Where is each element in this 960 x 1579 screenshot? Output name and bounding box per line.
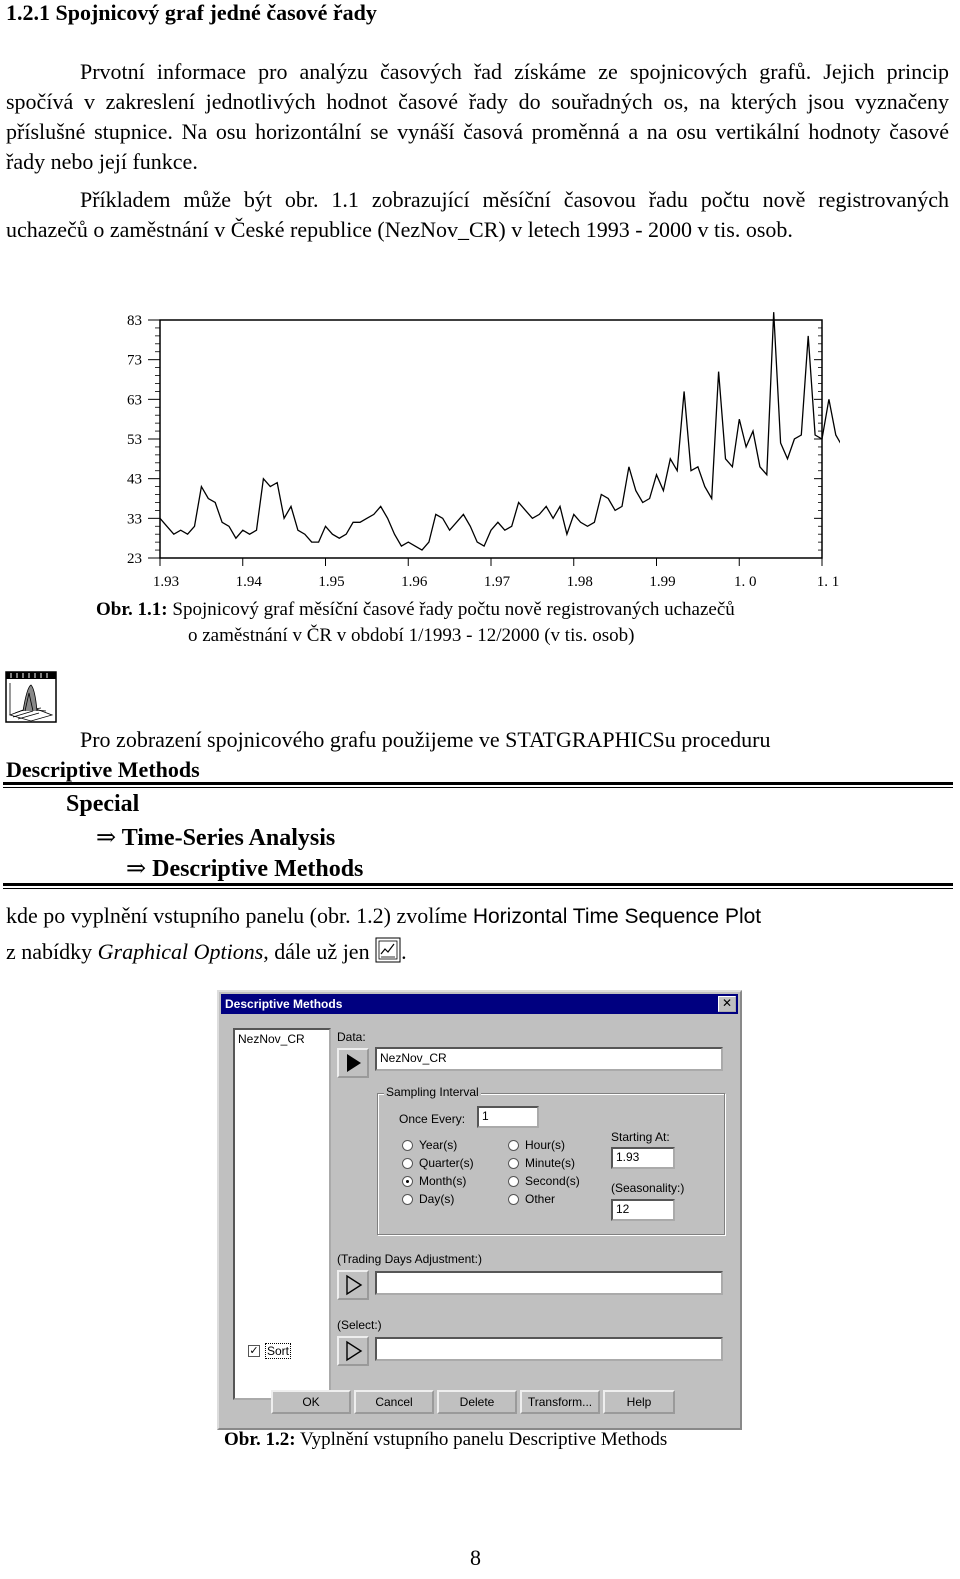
options-paragraph — [6, 898, 949, 969]
figure2-caption-text: Vyplnění vstupního panelu Descriptive Methods — [295, 1429, 668, 1450]
menu-box-bottom-rule — [3, 883, 953, 889]
seasonality-field[interactable]: 12 — [611, 1199, 675, 1221]
options-text-e: , dále už jen — [263, 939, 376, 964]
radio-minutes-label: Minute(s) — [525, 1156, 576, 1170]
close-icon[interactable]: ✕ — [718, 996, 736, 1012]
descriptive-methods-dialog — [217, 990, 742, 1430]
radio-other[interactable] — [508, 1194, 519, 1205]
play-arrow-icon — [339, 1050, 367, 1076]
cancel-button[interactable]: Cancel — [354, 1390, 434, 1414]
radio-days[interactable] — [402, 1194, 413, 1205]
data-field[interactable]: NezNov_CR — [375, 1047, 723, 1071]
trading-days-field[interactable] — [375, 1271, 723, 1295]
select-arrow-button[interactable] — [337, 1336, 369, 1366]
series-line — [160, 312, 840, 550]
menu-descriptive-label: Descriptive Methods — [152, 856, 364, 882]
menu-box-top-rule — [3, 782, 953, 788]
y-tick-label: 43 — [127, 471, 142, 488]
options-graphical: Graphical Options — [97, 939, 264, 964]
select-field[interactable] — [375, 1337, 723, 1361]
procedure-paragraph — [6, 725, 949, 785]
sort-label: Sort — [267, 1344, 290, 1358]
options-text-c: z nabídky — [6, 939, 98, 964]
intro-paragraph — [6, 57, 949, 177]
radio-years-label: Year(s) — [419, 1138, 458, 1152]
trading-days-label: (Trading Days Adjustment:) — [337, 1252, 482, 1266]
menu-special: Special — [66, 791, 140, 817]
radio-quarters[interactable] — [402, 1158, 413, 1169]
data-label: Data: — [337, 1030, 366, 1044]
radio-seconds-label: Second(s) — [525, 1174, 580, 1188]
radio-other-label: Other — [525, 1192, 556, 1206]
x-tick-label: 1.93 — [152, 574, 180, 590]
figure1-caption — [96, 597, 876, 623]
page-number: 8 — [470, 1545, 481, 1570]
select-label: (Select:) — [337, 1318, 382, 1332]
y-tick-label: 73 — [127, 352, 142, 369]
data-arrow-button[interactable] — [337, 1048, 369, 1078]
procedure-text: Pro zobrazení spojnicového grafu použijeme ve STATGRAPHICSu proceduru — [80, 727, 771, 752]
menu-descriptive — [126, 854, 363, 883]
figure2-caption-label: Obr. 1.2: — [224, 1429, 296, 1450]
sort-checkbox[interactable]: ✓ — [249, 1345, 259, 1357]
once-every-field[interactable]: 1 — [477, 1106, 539, 1128]
seasonality-label: (Seasonality:) — [611, 1181, 685, 1195]
figure2-caption — [224, 1427, 667, 1453]
x-tick-label: 1.99 — [649, 574, 676, 590]
procedure-name: Descriptive Methods — [6, 757, 200, 782]
options-plot-name: Horizontal Time Sequence Plot — [472, 905, 762, 928]
section-heading: 1.2.1 Spojnicový graf jedné časové řady — [6, 0, 377, 25]
statgraphics-3d-plot-icon — [5, 671, 57, 723]
y-tick-label: 83 — [127, 313, 142, 329]
graph-options-icon — [375, 937, 401, 963]
arrow-icon: ⇒ — [126, 856, 147, 882]
x-tick-label: 1.97 — [483, 574, 511, 590]
menu-time-series — [96, 823, 335, 852]
radio-hours[interactable] — [508, 1140, 519, 1151]
x-tick-label: 1.98 — [566, 574, 593, 590]
menu-time-series-label: Time-Series Analysis — [121, 825, 336, 851]
sampling-interval-label: Sampling Interval — [386, 1085, 479, 1099]
radio-minutes[interactable] — [508, 1158, 519, 1169]
dialog-title: Descriptive Methods — [221, 994, 738, 1014]
trading-days-arrow-button[interactable] — [337, 1270, 369, 1300]
x-tick-label: 1. 1 — [816, 574, 840, 590]
x-tick-label: 1.95 — [318, 574, 345, 590]
figure1-caption-line2: o zaměstnání v ČR v období 1/1993 - 12/2000 (v tis. osob) — [188, 625, 635, 646]
transform-button[interactable]: Transform... — [520, 1390, 600, 1414]
ok-button[interactable]: OK — [271, 1390, 351, 1414]
y-tick-label: 33 — [127, 511, 142, 528]
intro-text: Prvotní informace pro analýzu časových řad získáme ze spojnicových grafů. Jejich princip spočívá v zakreslení jednotlivých hodnot časové řady do souřadných os, na kterých jsou vyznačeny příslušné stupnice. Na osu horizontální se vynáší časová proměnná a na osu vertikální hodnoty časové řady nebo její funkce. — [6, 59, 949, 174]
options-text-f: . — [401, 939, 407, 964]
starting-at-label: Starting At: — [611, 1130, 670, 1144]
x-tick-label: 1. 0 — [734, 574, 757, 590]
radio-years[interactable] — [402, 1140, 413, 1151]
time-series-chart — [120, 310, 840, 595]
delete-button[interactable]: Delete — [437, 1390, 517, 1414]
variable-list-item[interactable]: NezNov_CR — [238, 1032, 305, 1046]
radio-days-label: Day(s) — [419, 1192, 455, 1206]
x-tick-label: 1.94 — [235, 574, 262, 590]
once-every-label: Once Every: — [399, 1112, 466, 1126]
y-tick-label: 63 — [127, 392, 142, 409]
play-arrow-outline-icon — [339, 1272, 367, 1298]
example-paragraph — [6, 185, 949, 245]
example-text: Příkladem může být obr. 1.1 zobrazující měsíční časovou řadu počtu nově registrovaných uchazečů o zaměstnání v České republice (NezNov_CR) v letech 1993 - 2000 v tis. osob. — [6, 187, 949, 242]
radio-quarters-label: Quarter(s) — [419, 1156, 474, 1170]
help-button[interactable]: Help — [603, 1390, 675, 1414]
figure1-caption-label: Obr. 1.1: — [96, 599, 168, 620]
y-tick-label: 53 — [127, 432, 142, 448]
starting-at-field[interactable]: 1.93 — [611, 1147, 675, 1169]
arrow-icon: ⇒ — [96, 825, 117, 851]
options-text-a: kde po vyplnění vstupního panelu (obr. 1.2) zvolíme — [6, 903, 473, 928]
figure1-caption-text: Spojnicový graf měsíční časové řady počtu nově registrovaných uchazečů — [167, 599, 735, 620]
y-tick-label: 23 — [127, 551, 142, 567]
radio-months[interactable] — [402, 1176, 413, 1187]
radio-months-label: Month(s) — [419, 1174, 467, 1188]
radio-seconds[interactable] — [508, 1176, 519, 1187]
x-tick-label: 1.96 — [401, 574, 428, 590]
plot-frame — [160, 320, 822, 558]
play-arrow-outline-icon — [339, 1338, 367, 1364]
radio-hours-label: Hour(s) — [525, 1138, 566, 1152]
